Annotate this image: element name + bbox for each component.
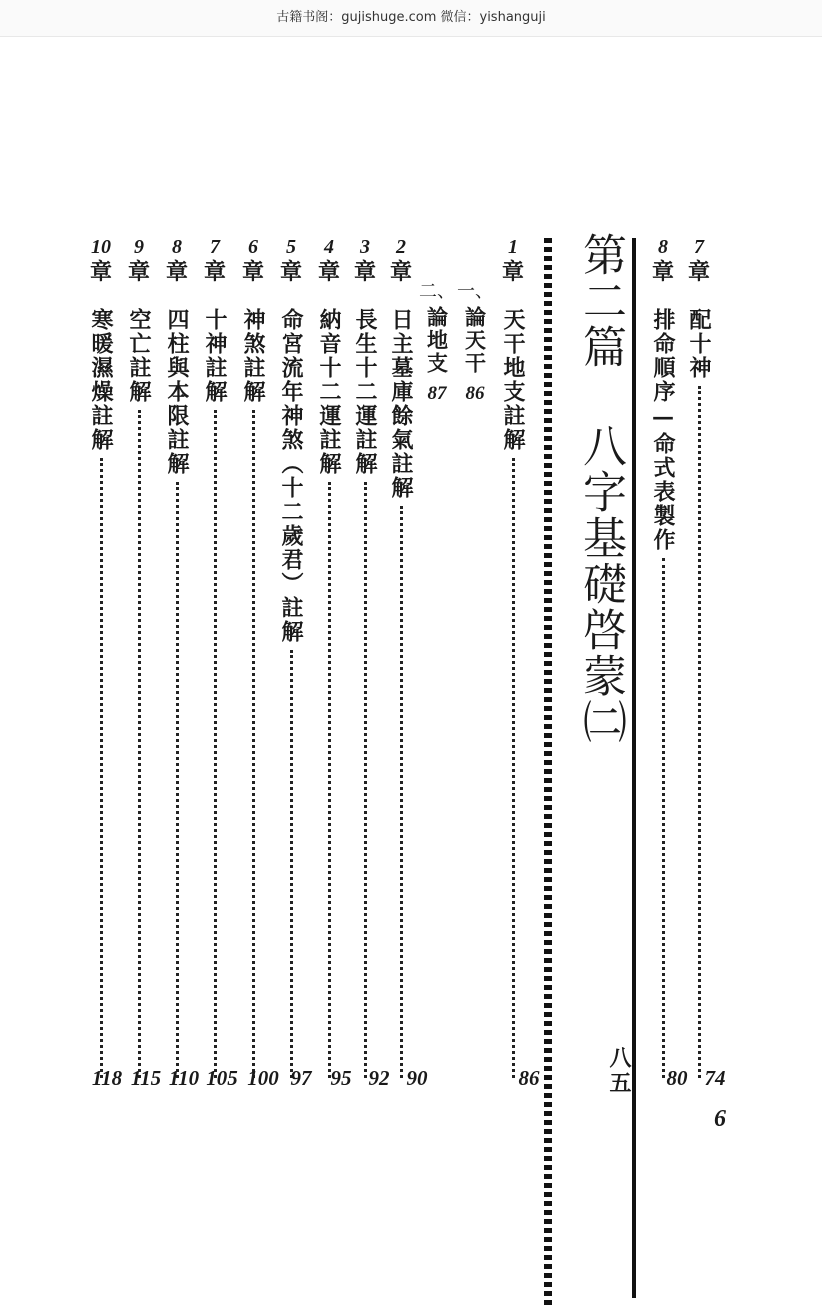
- chapter-title: 納音十二運註解: [316, 308, 342, 476]
- page-number: 115: [130, 1066, 162, 1090]
- page-number: 80: [666, 1066, 688, 1090]
- toc-entry-1[interactable]: [494, 236, 532, 1078]
- part-page-number: 八五: [606, 1046, 632, 1096]
- chapter-word: 章: [89, 259, 112, 285]
- chapter-title: 配十神: [686, 308, 712, 380]
- toc-entry-8[interactable]: [158, 236, 196, 1078]
- subsection-2[interactable]: [420, 282, 454, 405]
- subsection-1[interactable]: [458, 282, 492, 405]
- toc-entry-prev-8[interactable]: [644, 236, 682, 1078]
- page-number: 97: [290, 1066, 312, 1090]
- page-number: 105: [206, 1066, 238, 1090]
- chapter-title: 空亡註解: [126, 308, 152, 404]
- chapter-number: 10: [91, 236, 111, 258]
- toc-entry-9[interactable]: [120, 236, 158, 1078]
- folio-page-number: 6: [714, 1106, 726, 1132]
- chapter-number: 5: [286, 236, 296, 258]
- chapter-title: 十神註解: [202, 308, 228, 404]
- leader-dots: [176, 482, 179, 1078]
- chapter-word: 章: [165, 259, 188, 285]
- chapter-word: 章: [127, 259, 150, 285]
- chapter-number: 8: [658, 236, 668, 258]
- chapter-number: 6: [248, 236, 258, 258]
- chapter-number: 7: [210, 236, 220, 258]
- chapter-number: 1: [508, 236, 518, 258]
- page-number: 95: [330, 1066, 352, 1090]
- chapter-number: 8: [172, 236, 182, 258]
- leader-dots: [252, 410, 255, 1078]
- chapter-number: 4: [324, 236, 334, 258]
- page-number: 110: [168, 1066, 200, 1090]
- leader-dots: [214, 410, 217, 1078]
- subsection-title: 論天干: [462, 306, 488, 375]
- page-number: 118: [91, 1066, 123, 1090]
- leader-dots: [138, 410, 141, 1078]
- chapter-title: 排命順序—命式表製作: [650, 308, 676, 552]
- page-number: 90: [406, 1066, 428, 1090]
- toc-entry-5[interactable]: [272, 236, 310, 1078]
- toc-entry-10[interactable]: [82, 236, 120, 1078]
- toc-entry-2[interactable]: [382, 236, 420, 1078]
- chapter-title: 神煞註解: [240, 308, 266, 404]
- chapter-title: 天干地支註解: [500, 308, 526, 452]
- page-number: 100: [247, 1066, 279, 1090]
- page-number: 86: [518, 1066, 540, 1090]
- leader-dots: [328, 482, 331, 1078]
- leader-dots: [698, 386, 701, 1078]
- chapter-number: 7: [694, 236, 704, 258]
- leader-dots: [290, 650, 293, 1078]
- watermark-bar: [0, 0, 822, 37]
- chapter-word: 章: [687, 259, 710, 285]
- chapter-number: 3: [360, 236, 370, 258]
- chapter-word: 章: [317, 259, 340, 285]
- chapter-title: 日主墓庫餘氣註解: [388, 308, 414, 500]
- chapter-word: 章: [501, 259, 524, 285]
- subsection-page: 86: [465, 383, 485, 404]
- watermark-text: 古籍书阁：gujishuge.com 微信：yishanguji: [276, 10, 546, 25]
- chapter-word: 章: [203, 259, 226, 285]
- chapter-word: 章: [353, 259, 376, 285]
- separator-dotted-bar: [544, 238, 552, 1308]
- part-title: 第二篇 八字基礎啓蒙㈡: [575, 232, 626, 745]
- chapter-title: 長生十二運註解: [352, 308, 378, 476]
- leader-dots: [100, 458, 103, 1078]
- chapter-title: 寒暖濕燥註解: [88, 308, 114, 452]
- chapter-word: 章: [651, 259, 674, 285]
- chapter-number: 9: [134, 236, 144, 258]
- toc-entry-4[interactable]: [310, 236, 348, 1078]
- toc-entry-prev-7[interactable]: [680, 236, 718, 1078]
- page-number: 92: [368, 1066, 390, 1090]
- subsection-number: 一、: [457, 281, 493, 302]
- chapter-word: 章: [279, 259, 302, 285]
- toc-entry-3[interactable]: [346, 236, 384, 1078]
- leader-dots: [364, 482, 367, 1078]
- subsection-number: 二、: [419, 281, 455, 302]
- leader-dots: [400, 506, 403, 1078]
- chapter-number: 2: [396, 236, 406, 258]
- separator-bar: [632, 238, 636, 1298]
- chapter-word: 章: [241, 259, 264, 285]
- page-number: 74: [704, 1066, 726, 1090]
- chapter-title: 四柱與本限註解: [164, 308, 190, 476]
- subsection-page: 87: [427, 383, 447, 404]
- toc-entry-7[interactable]: [196, 236, 234, 1078]
- toc-entry-6[interactable]: [234, 236, 272, 1078]
- chapter-word: 章: [389, 259, 412, 285]
- leader-dots: [512, 458, 515, 1078]
- leader-dots: [662, 558, 665, 1078]
- subsection-title: 論地支: [424, 306, 450, 375]
- chapter-title: 命宮流年神煞（十二歲君）註解: [278, 308, 304, 644]
